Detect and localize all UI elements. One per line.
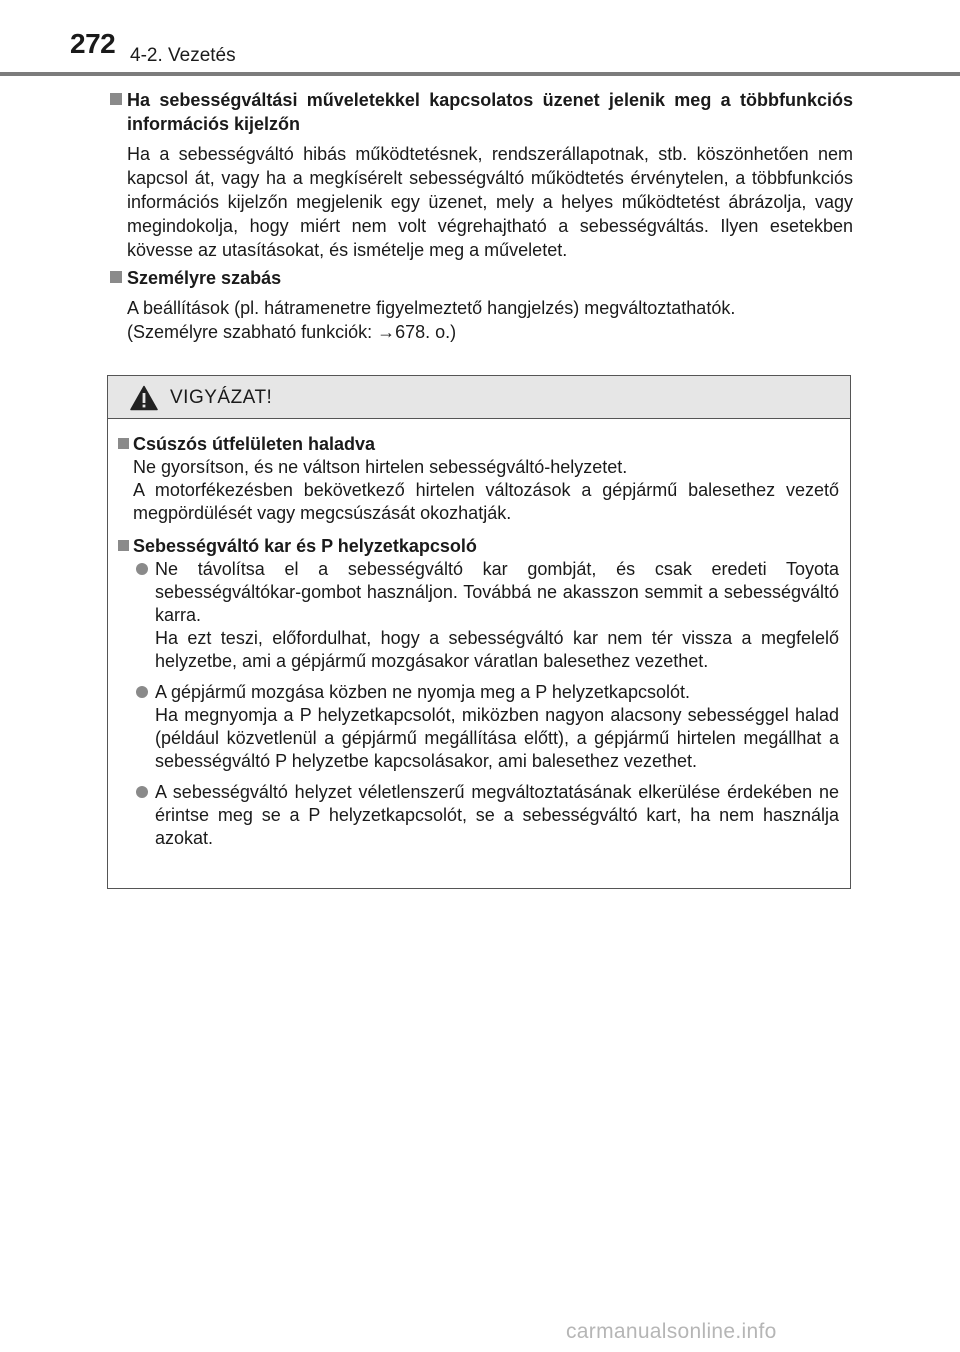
round-bullet-icon [136,563,148,575]
caution-section-title: Sebességváltó kar és P helyzetkapcsoló [133,536,477,556]
list-item-text [155,781,839,850]
list-item [133,781,839,850]
section-title: Ha sebességváltási műveletekkel kapcsolatos üzenet jelenik meg a többfunkciós információs kijelzőn [127,90,853,134]
page-number: 272 [70,28,116,59]
caution-section-title: Csúszós útfelületen haladva [133,434,376,454]
header-rule [0,72,960,76]
main-content [108,88,853,348]
paragraph: Ne gyorsítson, és ne váltson hirtelen sebességváltó-helyzetet. [133,457,628,477]
page-reference-link[interactable]: (Személyre szabható funkciók: →678. o.) [127,322,457,342]
section-title: Személyre szabás [127,268,282,288]
section-customization [108,266,853,344]
caution-section-body [133,456,839,525]
paragraph: A sebességváltó helyzet véletlenszerű megváltoztatásának elkerülése érdekében ne érintse meg se a P helyzetkapcsolót, se a sebességváltó kart, ha nem használja azokat. [155,782,839,848]
section-body [127,296,853,344]
caution-section-slippery [119,433,839,525]
paragraph: Ha ezt teszi, előfordulhat, hogy a sebességváltó kar nem tér vissza a megfelelő helyzetbe, ami a gépjármű mozgásakor váratlan balesethez vezethet. [155,628,839,671]
chapter-title: 4-2. Vezetés [130,45,236,66]
square-bullet-icon [110,271,122,283]
watermark: carmanualsonline.info [566,1320,777,1343]
warning-triangle-icon [130,385,158,411]
list-item [133,681,839,773]
square-bullet-icon [118,438,129,449]
caution-body [108,419,850,850]
list-item-text [155,558,839,673]
section-shift-message [108,88,853,262]
paragraph: A beállítások (pl. hátramenetre figyelmeztető hangjelzés) megváltoztathatók. [127,298,736,318]
square-bullet-icon [118,540,129,551]
section-body [127,142,853,262]
paragraph: A gépjármű mozgása közben ne nyomja meg a P helyzetkapcsolót. [155,682,690,702]
round-bullet-icon [136,786,148,798]
caution-box [107,375,851,889]
paragraph: Ne távolítsa el a sebességváltó kar gombját, és csak eredeti Toyota sebességváltókar-gombot használjon. Továbbá ne akasszon semmit a sebességváltó karra. [155,559,839,625]
caution-title: VIGYÁZAT! [170,387,273,408]
caution-header [108,376,850,419]
paragraph: A motorfékezésben bekövetkező hirtelen változások a gépjármű balesethez vezető megpördülését vagy megcsúszását okozhatják. [133,480,839,523]
list-item [133,558,839,673]
page-header [0,0,960,80]
square-bullet-icon [110,93,122,105]
round-bullet-icon [136,686,148,698]
list-item-text [155,681,839,773]
paragraph: Ha a sebességváltó hibás működtetésnek, rendszerállapotnak, stb. köszönhetően nem kapcsol át, vagy ha a megkísérelt sebességváltó működtetés érvénytelen, a többfunkciós információs kijelzőn megjelenik egy üzenet, mely a helyes működtetést ábrázolja, vagy megindokolja, hogy miért nem volt végrehajtható a sebességváltás. Ilyen esetekben kövesse az utasításokat, és ismételje meg a műveletet. [127,144,853,260]
caution-section-shift-lever [119,535,839,850]
paragraph: Ha megnyomja a P helyzetkapcsolót, miközben nagyon alacsony sebességgel halad (például közvetlenül a gépjármű megállítása előtt), a gépjármű hirtelen megállhat a sebességváltó P helyzetbe kapcsolásakor, ami balesethez vezethet. [155,705,839,771]
